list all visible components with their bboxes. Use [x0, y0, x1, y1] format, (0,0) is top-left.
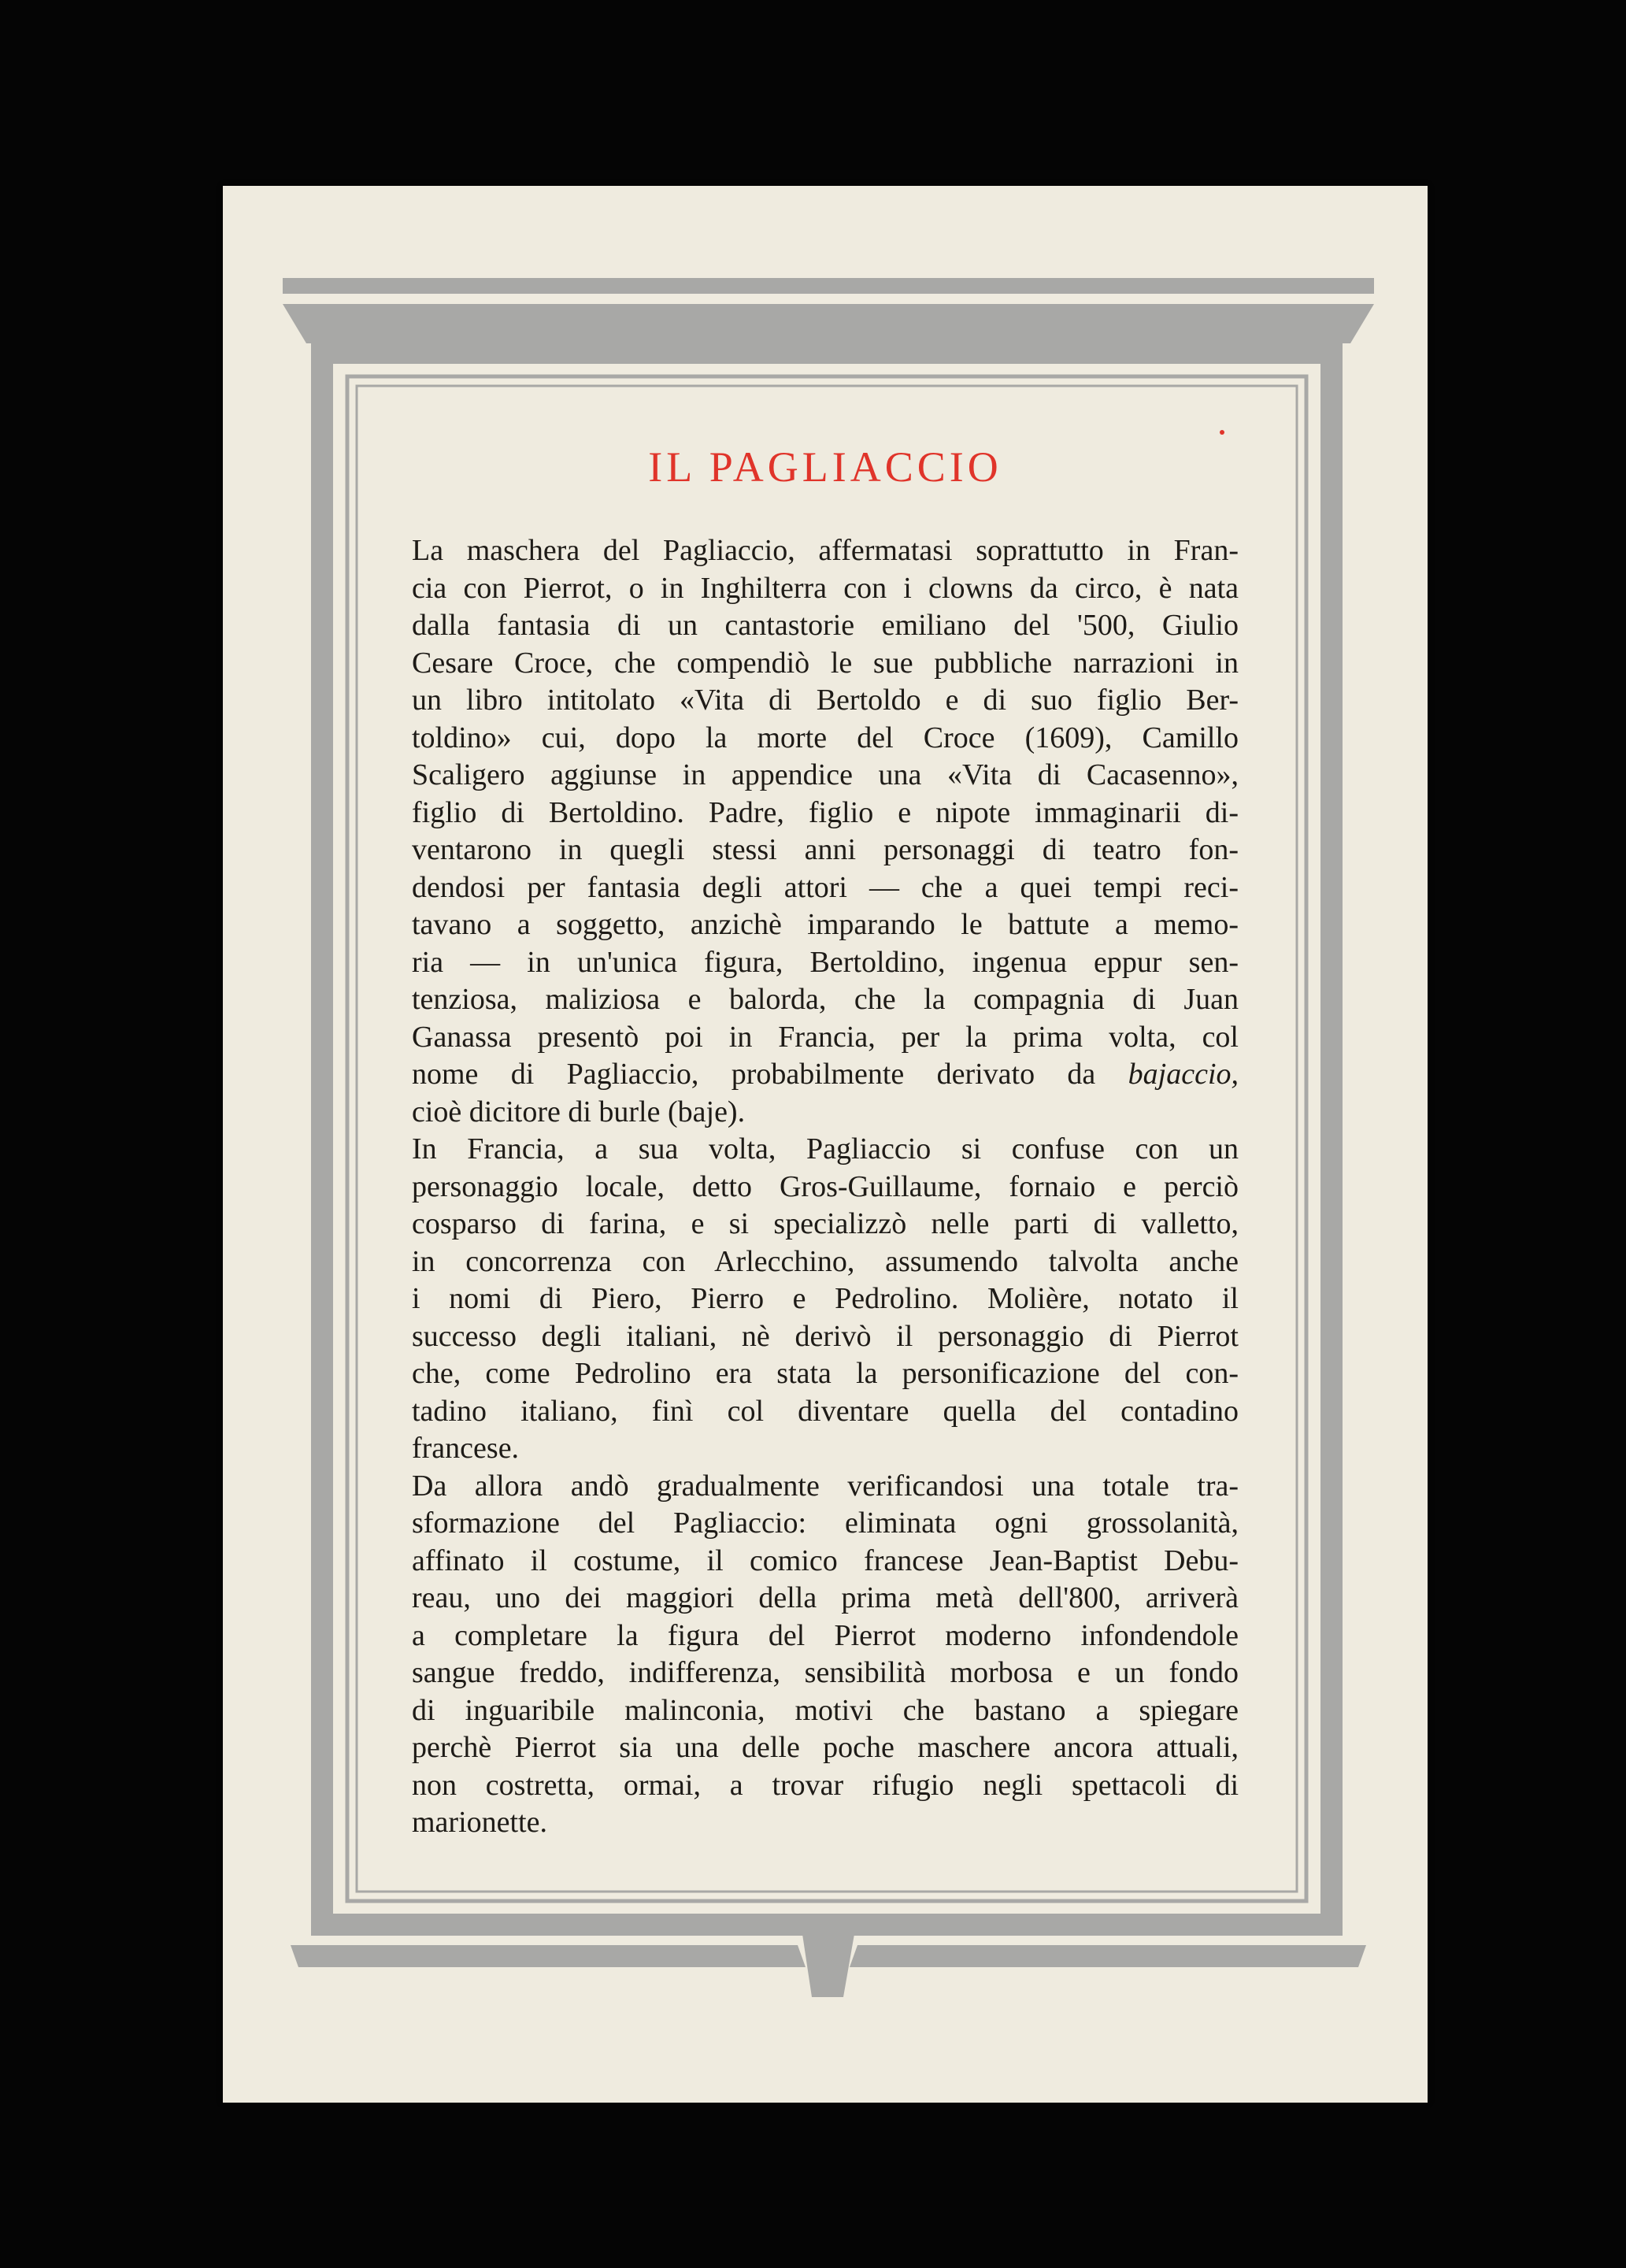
text-line: che, come Pedrolino era stata la personificazione del con- — [412, 1357, 1239, 1390]
postcard-back — [223, 186, 1428, 2103]
text-line: Cesare Croce, che compendiò le sue pubbliche narrazioni in — [412, 646, 1239, 680]
text-line-part: nome di Pagliaccio, probabilmente derivato da — [412, 1058, 1096, 1091]
text-line: dalla fantasia di un cantastorie emiliano del '500, Giulio — [412, 609, 1239, 642]
text-line: i nomi di Piero, Pierro e Pedrolino. Molière, notato il — [412, 1282, 1239, 1315]
text-line: La maschera del Pagliaccio, affermatasi soprattutto in Fran- — [412, 534, 1239, 567]
text-line: successo degli italiani, nè derivò il personaggio di Pierrot — [412, 1319, 1239, 1353]
text-line: in concorrenza con Arlecchino, assumendo talvolta anche — [412, 1244, 1239, 1278]
text-line: Da allora andò gradualmente verificandosi una totale tra- — [412, 1469, 1239, 1503]
text-line: reau, uno dei maggiori della prima metà dell'800, arriverà — [412, 1581, 1239, 1614]
text-line: figlio di Bertoldino. Padre, figlio e nipote immaginarii di- — [412, 795, 1239, 829]
page-title: IL PAGLIACCIO — [648, 443, 1002, 491]
text-line-with-italic — [412, 1056, 1239, 1094]
text-line: ventarono in quegli stessi anni personaggi di teatro fon- — [412, 833, 1239, 866]
italic-word: bajaccio, — [1128, 1058, 1239, 1091]
text-line: a completare la figura del Pierrot moderno infondendole — [412, 1618, 1239, 1652]
text-line: cosparso di farina, e si specializzò nelle parti di valletto, — [412, 1207, 1239, 1240]
text-line: sangue freddo, indifferenza, sensibilità morbosa e un fondo — [412, 1656, 1239, 1689]
text-line: marionette. — [412, 1806, 547, 1839]
text-line: tavano a soggetto, anzichè imparando le battute a memo- — [412, 908, 1239, 941]
article-body — [412, 532, 1239, 1842]
text-line: non costretta, ormai, a trovar rifugio negli spettacoli di — [412, 1768, 1239, 1802]
text-line: un libro intitolato «Vita di Bertoldo e di suo figlio Ber- — [412, 684, 1239, 717]
text-line: affinato il costume, il comico francese Jean-Baptist Debu- — [412, 1544, 1239, 1577]
text-line: personaggio locale, detto Gros-Guillaume, fornaio e perciò — [412, 1169, 1239, 1203]
text-line: sformazione del Pagliaccio: eliminata ogni grossolanità, — [412, 1506, 1239, 1540]
text-line: tenziosa, maliziosa e balorda, che la compagnia di Juan — [412, 983, 1239, 1016]
text-line: toldino» cui, dopo la morte del Croce (1609), Camillo — [412, 721, 1239, 754]
text-line: francese. — [412, 1432, 520, 1465]
text-line: tadino italiano, finì col diventare quella del contadino — [412, 1394, 1239, 1428]
text-line: perchè Pierrot sia una delle poche maschere ancora attuali, — [412, 1731, 1239, 1764]
text-line: In Francia, a sua volta, Pagliaccio si confuse con un — [412, 1132, 1239, 1166]
text-line: cia con Pierrot, o in Inghilterra con i clowns da circo, è nata — [412, 571, 1239, 605]
text-line: ria — in un'unica figura, Bertoldino, ingenua eppur sen- — [412, 945, 1239, 979]
text-line: Scaligero aggiunse in appendice una «Vita di Cacasenno», — [412, 758, 1239, 791]
text-line: di inguaribile malinconia, motivi che bastano a spiegare — [412, 1693, 1239, 1727]
text-line: Ganassa presentò poi in Francia, per la prima volta, col — [412, 1020, 1239, 1054]
text-line: cioè dicitore di burle (baje). — [412, 1095, 746, 1128]
text-line: dendosi per fantasia degli attori — che a quei tempi reci- — [412, 870, 1239, 904]
